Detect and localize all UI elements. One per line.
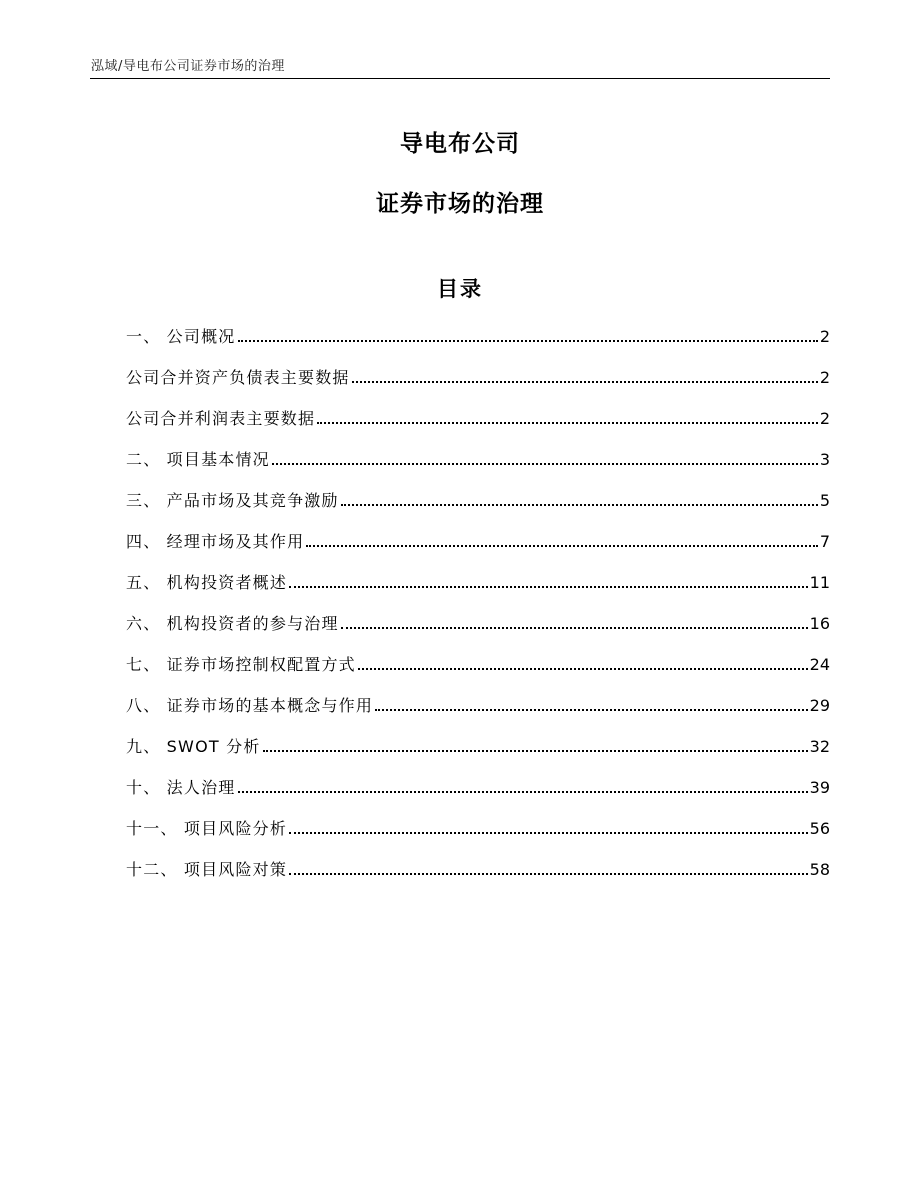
table-of-contents <box>126 325 830 899</box>
toc-entry-label: 七、 证券市场控制权配置方式 <box>126 655 356 674</box>
toc-entry-page: 16 <box>809 614 830 633</box>
toc-entry-page: 7 <box>819 532 830 551</box>
toc-entry-page: 58 <box>809 860 830 879</box>
toc-leader-dots <box>289 832 808 834</box>
toc-entry[interactable] <box>126 858 830 899</box>
toc-entry-label: 三、 产品市场及其竞争激励 <box>126 491 339 510</box>
toc-entry-page: 29 <box>809 696 830 715</box>
toc-entry-label: 五、 机构投资者概述 <box>126 573 288 592</box>
toc-entry-label: 一、 公司概况 <box>126 327 236 346</box>
toc-entry[interactable] <box>126 407 830 448</box>
toc-entry[interactable] <box>126 694 830 735</box>
toc-entry[interactable] <box>126 489 830 530</box>
toc-entry[interactable] <box>126 366 830 407</box>
toc-leader-dots <box>341 627 808 629</box>
toc-entry-page: 5 <box>819 491 830 510</box>
toc-entry[interactable] <box>126 448 830 489</box>
toc-leader-dots <box>341 504 818 506</box>
toc-entry[interactable] <box>126 776 830 817</box>
header-divider <box>90 78 830 79</box>
running-header: 泓域/导电布公司证券市场的治理 <box>91 59 285 74</box>
toc-entry-label: 十一、 项目风险分析 <box>126 819 288 838</box>
toc-entry[interactable] <box>126 571 830 612</box>
toc-entry-page: 11 <box>809 573 830 592</box>
toc-leader-dots <box>306 545 818 547</box>
toc-entry-page: 32 <box>809 737 830 756</box>
toc-entry-page: 2 <box>819 327 830 346</box>
toc-entry[interactable] <box>126 817 830 858</box>
toc-entry-page: 2 <box>819 409 830 428</box>
toc-leader-dots <box>289 873 808 875</box>
toc-entry-label: 四、 经理市场及其作用 <box>126 532 305 551</box>
toc-entry-page: 3 <box>819 450 830 469</box>
toc-entry-label: 公司合并利润表主要数据 <box>126 409 316 428</box>
toc-leader-dots <box>317 422 818 424</box>
toc-leader-dots <box>263 750 808 752</box>
toc-entry-page: 2 <box>819 368 830 387</box>
toc-heading: 目录 <box>437 277 483 301</box>
toc-leader-dots <box>375 709 808 711</box>
toc-entry[interactable] <box>126 530 830 571</box>
toc-leader-dots <box>352 381 818 383</box>
toc-leader-dots <box>289 586 808 588</box>
toc-entry-label: 十二、 项目风险对策 <box>126 860 288 879</box>
toc-entry-page: 39 <box>809 778 830 797</box>
toc-entry[interactable] <box>126 735 830 776</box>
toc-entry-label: 十、 法人治理 <box>126 778 236 797</box>
document-title-subject: 证券市场的治理 <box>376 191 544 217</box>
toc-entry[interactable] <box>126 612 830 653</box>
document-title-company: 导电布公司 <box>400 131 520 157</box>
toc-entry-label: 八、 证券市场的基本概念与作用 <box>126 696 374 715</box>
toc-entry-label: 公司合并资产负债表主要数据 <box>126 368 350 387</box>
toc-leader-dots <box>358 668 808 670</box>
toc-entry-label: 二、 项目基本情况 <box>126 450 270 469</box>
toc-entry[interactable] <box>126 653 830 694</box>
toc-entry[interactable] <box>126 325 830 366</box>
toc-entry-label: 六、 机构投资者的参与治理 <box>126 614 339 633</box>
toc-leader-dots <box>238 340 818 342</box>
toc-leader-dots <box>272 463 818 465</box>
toc-leader-dots <box>238 791 808 793</box>
toc-entry-label: 九、 SWOT 分析 <box>126 737 261 756</box>
toc-entry-page: 24 <box>809 655 830 674</box>
toc-entry-page: 56 <box>809 819 830 838</box>
